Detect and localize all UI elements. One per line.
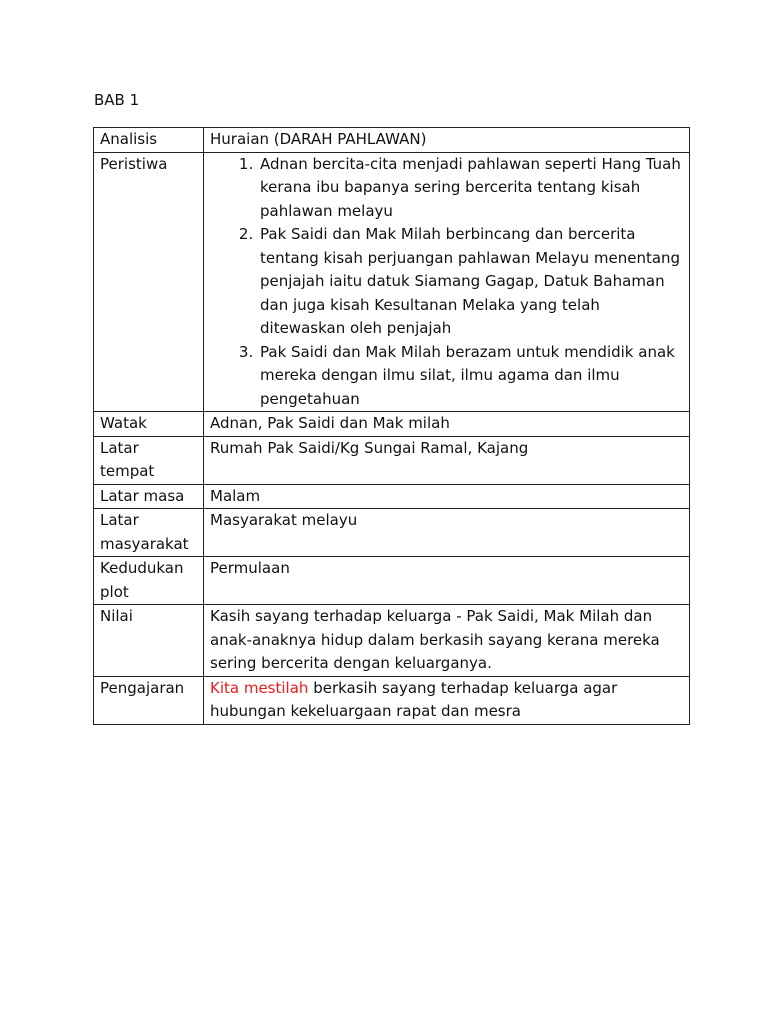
events-list xyxy=(210,153,683,412)
event-item: 2. Pak Saidi dan Mak Milah berbincang dan bercerita tentang kisah perjuangan pahlawan Melayu menentang penjajah iaitu datuk Siamang Gagap, Datuk Bahaman dan juga kisah Kesultanan Melaka yang telah ditewaskan oleh penjajah xyxy=(258,223,683,341)
latar-masyarakat-label-cell: Latar masyarakat xyxy=(94,509,204,557)
chapter-heading: BAB 1 xyxy=(94,91,140,109)
latar-tempat-label-cell: Latar tempat xyxy=(94,436,204,484)
event-item: 1. Adnan bercita-cita menjadi pahlawan seperti Hang Tuah kerana ibu bapanya sering bercerita tentang kisah pahlawan melayu xyxy=(258,153,683,224)
table-row-latar-masyarakat xyxy=(94,509,690,557)
table-row-latar-tempat xyxy=(94,436,690,484)
kedudukan-plot-value-cell: Permulaan xyxy=(204,557,690,605)
latar-masyarakat-value-cell: Masyarakat melayu xyxy=(204,509,690,557)
event-item: 3. Pak Saidi dan Mak Milah berazam untuk mendidik anak mereka dengan ilmu silat, ilmu agama dan ilmu pengetahuan xyxy=(258,341,683,412)
table-row-header xyxy=(94,128,690,153)
nilai-label-cell: Nilai xyxy=(94,605,204,677)
latar-masa-value-cell: Malam xyxy=(204,484,690,509)
table-row-nilai xyxy=(94,605,690,677)
peristiwa-label-cell: Peristiwa xyxy=(94,152,204,412)
latar-tempat-value-cell: Rumah Pak Saidi/Kg Sungai Ramal, Kajang xyxy=(204,436,690,484)
watak-value-cell: Adnan, Pak Saidi dan Mak milah xyxy=(204,412,690,437)
watak-label-cell: Watak xyxy=(94,412,204,437)
table-row-pengajaran xyxy=(94,676,690,724)
pengajaran-rest-text: berkasih sayang terhadap keluarga agar hubungan kekeluargaan rapat dan mesra xyxy=(210,678,618,720)
table-row-kedudukan-plot xyxy=(94,557,690,605)
kedudukan-plot-label-cell: Kedudukan plot xyxy=(94,557,204,605)
table-row-peristiwa xyxy=(94,152,690,412)
pengajaran-highlight-text: Kita mestilah xyxy=(210,678,309,697)
analysis-table xyxy=(93,127,690,725)
pengajaran-label-cell: Pengajaran xyxy=(94,676,204,724)
table-row-watak xyxy=(94,412,690,437)
table-row-latar-masa xyxy=(94,484,690,509)
peristiwa-value-cell xyxy=(204,152,690,412)
header-label-cell: Analisis xyxy=(94,128,204,153)
header-value-cell: Huraian (DARAH PAHLAWAN) xyxy=(204,128,690,153)
nilai-value-cell: Kasih sayang terhadap keluarga - Pak Saidi, Mak Milah dan anak-anaknya hidup dalam berkasih sayang kerana mereka sering bercerita dengan keluarganya. xyxy=(204,605,690,677)
latar-masa-label-cell: Latar masa xyxy=(94,484,204,509)
pengajaran-value-cell xyxy=(204,676,690,724)
